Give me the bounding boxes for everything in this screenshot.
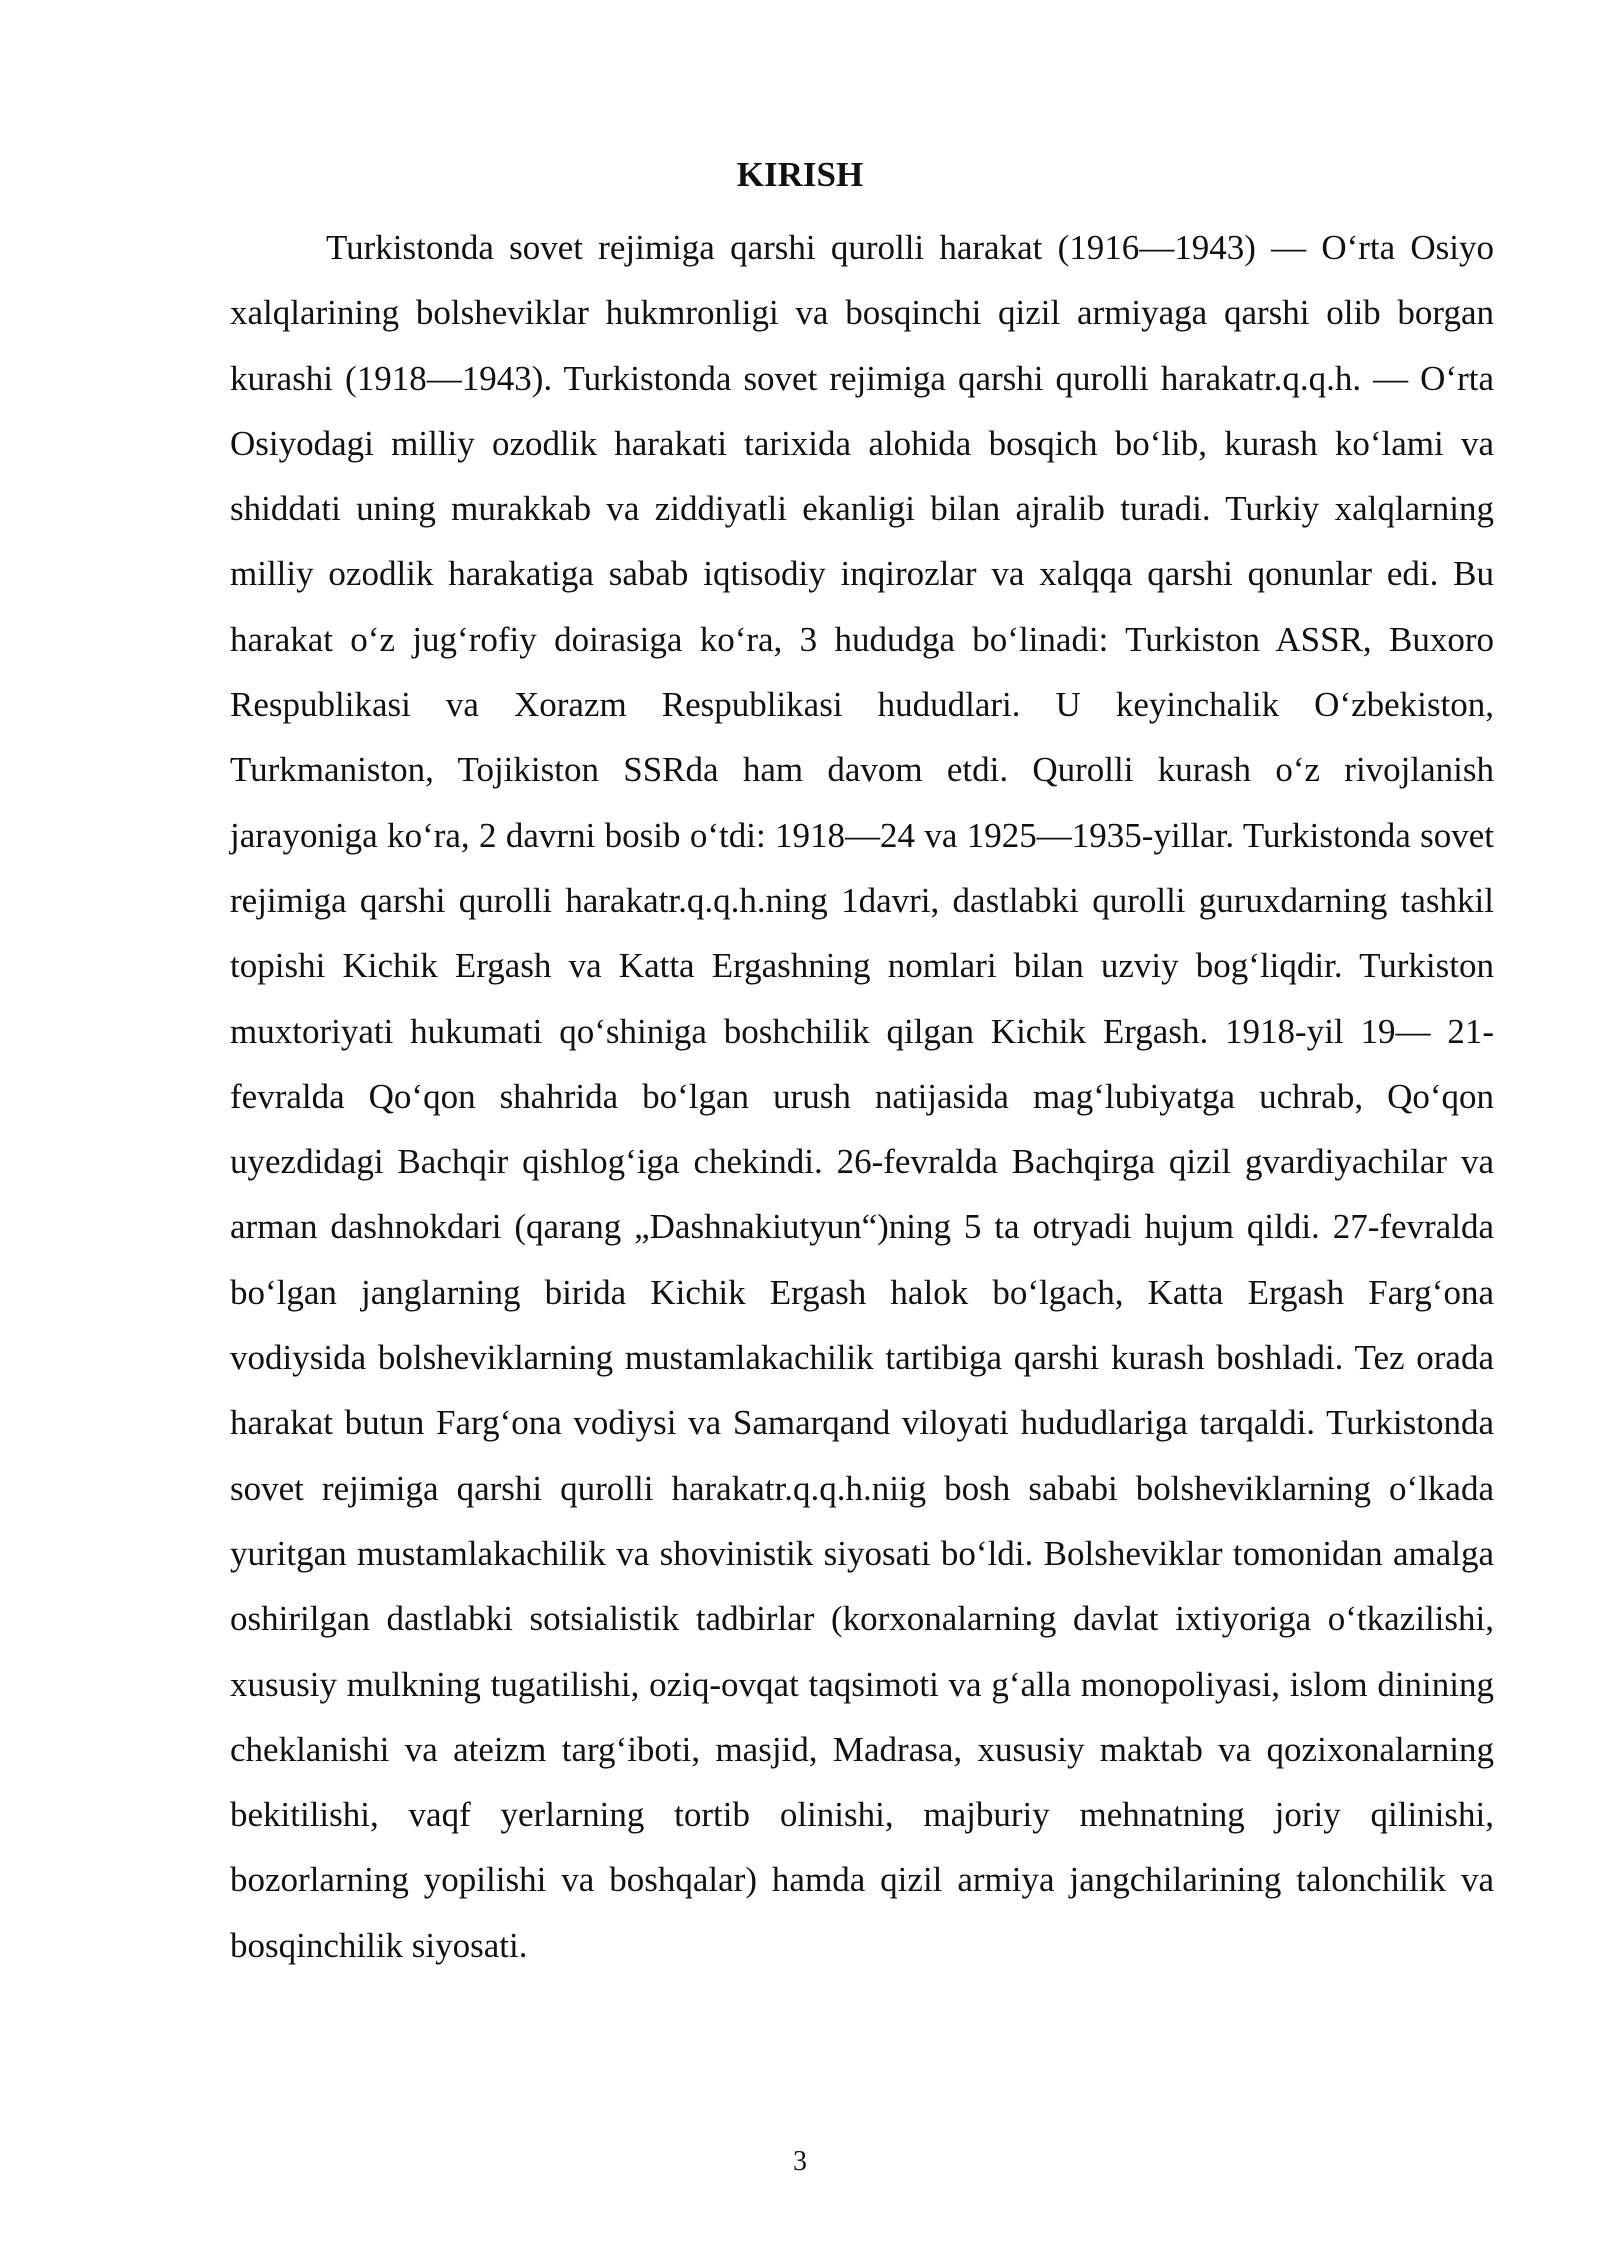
page-number: 3	[793, 2146, 807, 2177]
section-heading: KIRISH	[736, 155, 864, 194]
body-paragraph: Turkistonda sovet rejimiga qarshi qurolli harakat (1916—1943) — Oʻrta Osiyo xalqlarining bolsheviklar hukmronligi va bosqinchi qizil armiyaga qarshi olib borgan kurashi (1918—1943). Turkistonda sovet rejimiga qarshi qurolli harakatr.q.q.h. — Oʻrta Osiyodagi milliy ozodlik harakati tarixida alohida bosqich boʻlib, kurash koʻlami va shiddati uning murakkab va ziddiyatli ekanligi bilan ajralib turadi. Turkiy xalqlarning milliy ozodlik harakatiga sabab iqtisodiy inqirozlar va xalqqa qarshi qonunlar edi. Bu harakat oʻz jugʻrofiy doirasiga koʻra, 3 hududga boʻlinadi: Turkiston ASSR, Buxoro Respublikasi va Xorazm Respublikasi hududlari. U keyinchalik Oʻzbekiston, Turkmaniston, Tojikiston SSRda ham davom etdi. Qurolli kurash oʻz rivojlanish jarayoniga koʻra, 2 davrni bosib oʻtdi: 1918—24 va 1925—1935-yillar. Turkistonda sovet rejimiga qarshi qurolli harakatr.q.q.h.ning 1davri, dastlabki qurolli guruxdarning tashkil topishi Kichik Ergash va Katta Ergashning nomlari bilan uzviy bogʻliqdir. Turkiston muxtoriyati hukumati qoʻshiniga boshchilik qilgan Kichik Ergash. 1918-yil 19— 21-fevralda Qoʻqon shahrida boʻlgan urush natijasida magʻlubiyatga uchrab, Qoʻqon uyezdidagi Bachqir qishlogʻiga chekindi. 26-fevralda Bachqirga qizil gvardiyachilar va arman dashnokdari (qarang „Dashnakiutyun“)ning 5 ta otryadi hujum qildi. 27-fevralda boʻlgan janglarning birida Kichik Ergash halok boʻlgach, Katta Ergash Fargʻona vodiysida bolsheviklarning mustamlakachilik tartibiga qarshi kurash boshladi. Tez orada harakat butun Fargʻona vodiysi va Samarqand viloyati hududlariga tarqaldi. Turkistonda sovet rejimiga qarshi qurolli harakatr.q.q.h.niig bosh sababi bolsheviklarning oʻlkada yuritgan mustamlakachilik va shovinistik siyosati boʻldi. Bolsheviklar tomonidan amalga oshirilgan dastlabki sotsialistik tadbirlar (korxonalarning davlat ixtiyoriga oʻtkazilishi, xususiy mulkning tugatilishi, oziq-ovqat taqsimoti va gʻalla monopoliyasi, islom dinining cheklanishi va ateizm targʻiboti, masjid, Madrasa, xususiy maktab va qozixonalarning bekitilishi, vaqf yerlarning tortib olinishi, majburiy mehnatning joriy qilinishi, bozorlarning yopilishi va boshqalar) hamda qizil armiya jangchilarining talonchilik va bosqinchilik siyosati.	[230, 228, 1494, 1965]
